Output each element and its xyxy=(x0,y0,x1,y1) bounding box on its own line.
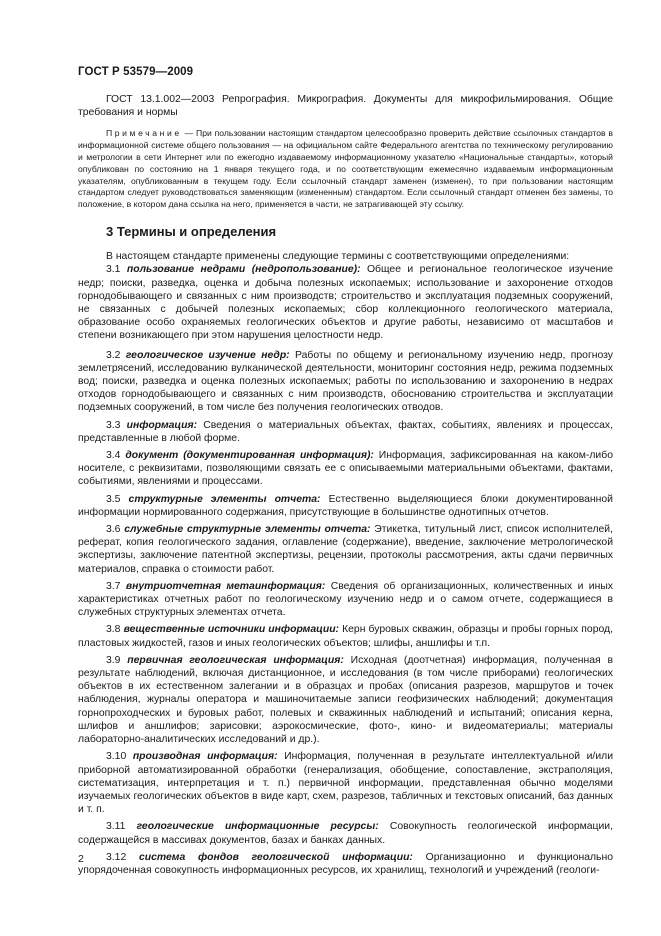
term-definition xyxy=(78,580,613,620)
term-name: внутриотчетная метаинформация: xyxy=(125,580,326,592)
term-number: 3.7 xyxy=(106,580,126,592)
term-definition xyxy=(78,851,613,877)
term-number: 3.1 xyxy=(106,264,127,276)
term-def: Естественно выделяющиеся блоки документированной информации нормированного содержания, присутствующие в большинстве однотипных отчетов. xyxy=(78,493,613,518)
section-title: 3 Термины и определения xyxy=(106,223,277,239)
term-definition xyxy=(78,820,613,846)
term-number: 3.9 xyxy=(106,654,128,666)
term-definition xyxy=(78,263,613,342)
term-def: Исходная (доотчетная) информация, полученная в результате наблюдений, включая дистанционное, и исследования (в том числе приборами) геологических объектов в их естественном залегании и в образцах и пробах (описания разрезов, маршрутов и точек наблюдения, журналы оператора и машиночитаемые записи геофизических наблюдений; документация горнопроходческих и буровых работ, полевых и скважинных наблюдений и испытаний; описания керна, шлифов и аншлифов; зарисовки; аэрокосмические, фото-, кино- и видеоматериалы; материалы лабораторно-аналитических исследований и др.). xyxy=(78,654,613,746)
term-definition xyxy=(78,523,613,576)
term-number: 3.8 xyxy=(106,624,124,636)
term-def: Сведения об организационных, количественных и иных характеристиках отчетных работ по геологическому изучению недр и о самом отчете, содержащиеся в служебных структурных элементах отчета. xyxy=(78,580,613,619)
page-number: 2 xyxy=(78,853,84,865)
term-name: первичная геологическая информация: xyxy=(127,654,344,666)
term-name: геологические информационные ресурсы: xyxy=(136,821,379,833)
term-definition xyxy=(78,419,613,445)
term-def: Информация, зафиксированная на каком-либо носителе, с реквизитами, позволяющими связать ее с описываемыми материальными объектами, фактами, событиями, явлениями и процессами. xyxy=(78,450,613,488)
term-number: 3.10 xyxy=(106,751,133,763)
term-name: геологическое изучение недр: xyxy=(125,349,290,361)
term-definition xyxy=(78,623,613,649)
term-number: 3.11 xyxy=(106,821,137,833)
term-number: 3.5 xyxy=(106,493,129,505)
term-number: 3.2 xyxy=(106,349,126,361)
term-name: производная информация: xyxy=(132,751,278,763)
term-def: Керн буровых скважин, образцы и пробы горных пород, пластовых жидкостей, газов и иных геологических объектов; шлифы, аншлифы и т.п. xyxy=(78,624,613,649)
term-def: Совокупность геологической информации, содержащейся в массивах документов, базах и банках данных. xyxy=(78,821,614,846)
page-content xyxy=(78,93,613,877)
term-definition xyxy=(78,493,613,519)
term-name: пользование недрами (недропользование): xyxy=(126,264,361,276)
term-def: Информация, полученная в результате интеллектуальной и/или приборной автоматизированной обработки (генерализация, обобщение, сопоставление, экстраполяция, систематизация, интерпретация и т. п.) первичной информации, представленная обычно моделями изучаемых геологических объектов в виде карт, схем, разрезов, табличных и текстовых описаний, баз данных и т. п. xyxy=(78,751,613,816)
term-def: Организационно и функционально упорядоченная совокупность информационных ресурсов, их хранилищ, технологий и учреждений (геологи- xyxy=(78,851,613,876)
term-def: Общее и региональное геологическое изучение недр; поиски, разведка, оценка и добыча полезных ископаемых; использование и захоронение отходов горнодобывающего и связанных с ним производств; строительство и эксплуатация подземных сооружений, не связанных с добычей полезных ископаемых; сбор коллекционного геологического материала, образование особо охраняемых геологических объектов и другие работы, независимо от масштабов и степени возникающего при этом нарушения целостности недр. xyxy=(78,264,613,342)
term-number: 3.12 xyxy=(106,851,139,863)
term-def: Работы по общему и региональному изучению недр, прогнозу землетрясений, исследованию вулканической деятельности, мониторинг состояния недр, режима подземных вод; поиски, разведка и оценка полезных ископаемых; работы по использованию и захоронению в недрах отходов горнодобывающего и связанных с ним производств, обоснованию строительства и эксплуатации подземных сооружений, в том числе без получения геологических отводов. xyxy=(78,349,613,414)
term-def: Сведения о материальных объектах, фактах, событиях, явлениях и процессах, представленные в любой форме. xyxy=(78,419,613,444)
term-name: документ (документированная информация): xyxy=(125,450,374,462)
term-name: структурные элементы отчета: xyxy=(128,493,321,505)
document-header: ГОСТ Р 53579—2009 xyxy=(78,66,194,78)
term-number: 3.4 xyxy=(106,450,126,462)
note-label: Примечание xyxy=(106,128,182,139)
intro-text: В настоящем стандарте применены следующие термины с соответствующими определениями: xyxy=(106,251,570,263)
term-definition xyxy=(78,654,613,746)
term-name: служебные структурные элементы отчета: xyxy=(124,524,371,536)
term-definition xyxy=(78,449,613,489)
term-name: система фондов геологической информации: xyxy=(138,851,413,863)
term-name: информация: xyxy=(126,419,198,431)
note-text: — При пользовании настоящим стандартом целесообразно проверить действие ссылочных стандартов в информационной системе общего пользования — на официальном сайте Федерального агентства по техническому регулированию и метрологии в сети Интернет или по ежегодно издаваемому информационному указателю «Национальные стандарты», который опубликован по состоянию на 1 января текущего года, и по соответствующим ежемесячно издаваемым информационным указателям, опубликованным в текущем году. Если ссылочный стандарт заменен (изменен), то при пользовании настоящим стандартом следует руководствоваться заменяющим (измененным) стандартом. Если ссылочный стандарт отменен без замены, то положение, в котором дана ссылка на него, применяется в части, не затрагивающей эту ссылку. xyxy=(78,128,613,210)
term-name: вещественные источники информации: xyxy=(123,624,339,636)
term-definition xyxy=(78,750,613,816)
term-number: 3.6 xyxy=(106,524,125,536)
term-definition xyxy=(78,349,613,415)
term-def: Этикетка, титульный лист, список исполнителей, реферат, копия геологического задания, оглавление (содержание), введение, заключение метрологической экспертизы, заключение патентной экспертизы, рецензии, протоколы рассмотрения, акты сдачи первичных материалов, справка о стоимости работ. xyxy=(78,524,613,575)
term-number: 3.3 xyxy=(106,419,127,431)
note-paragraph xyxy=(78,128,613,211)
reference-item: ГОСТ 13.1.002—2003 Репрография. Микрография. Документы для микрофильмирования. Общие требования и нормы xyxy=(78,94,613,119)
